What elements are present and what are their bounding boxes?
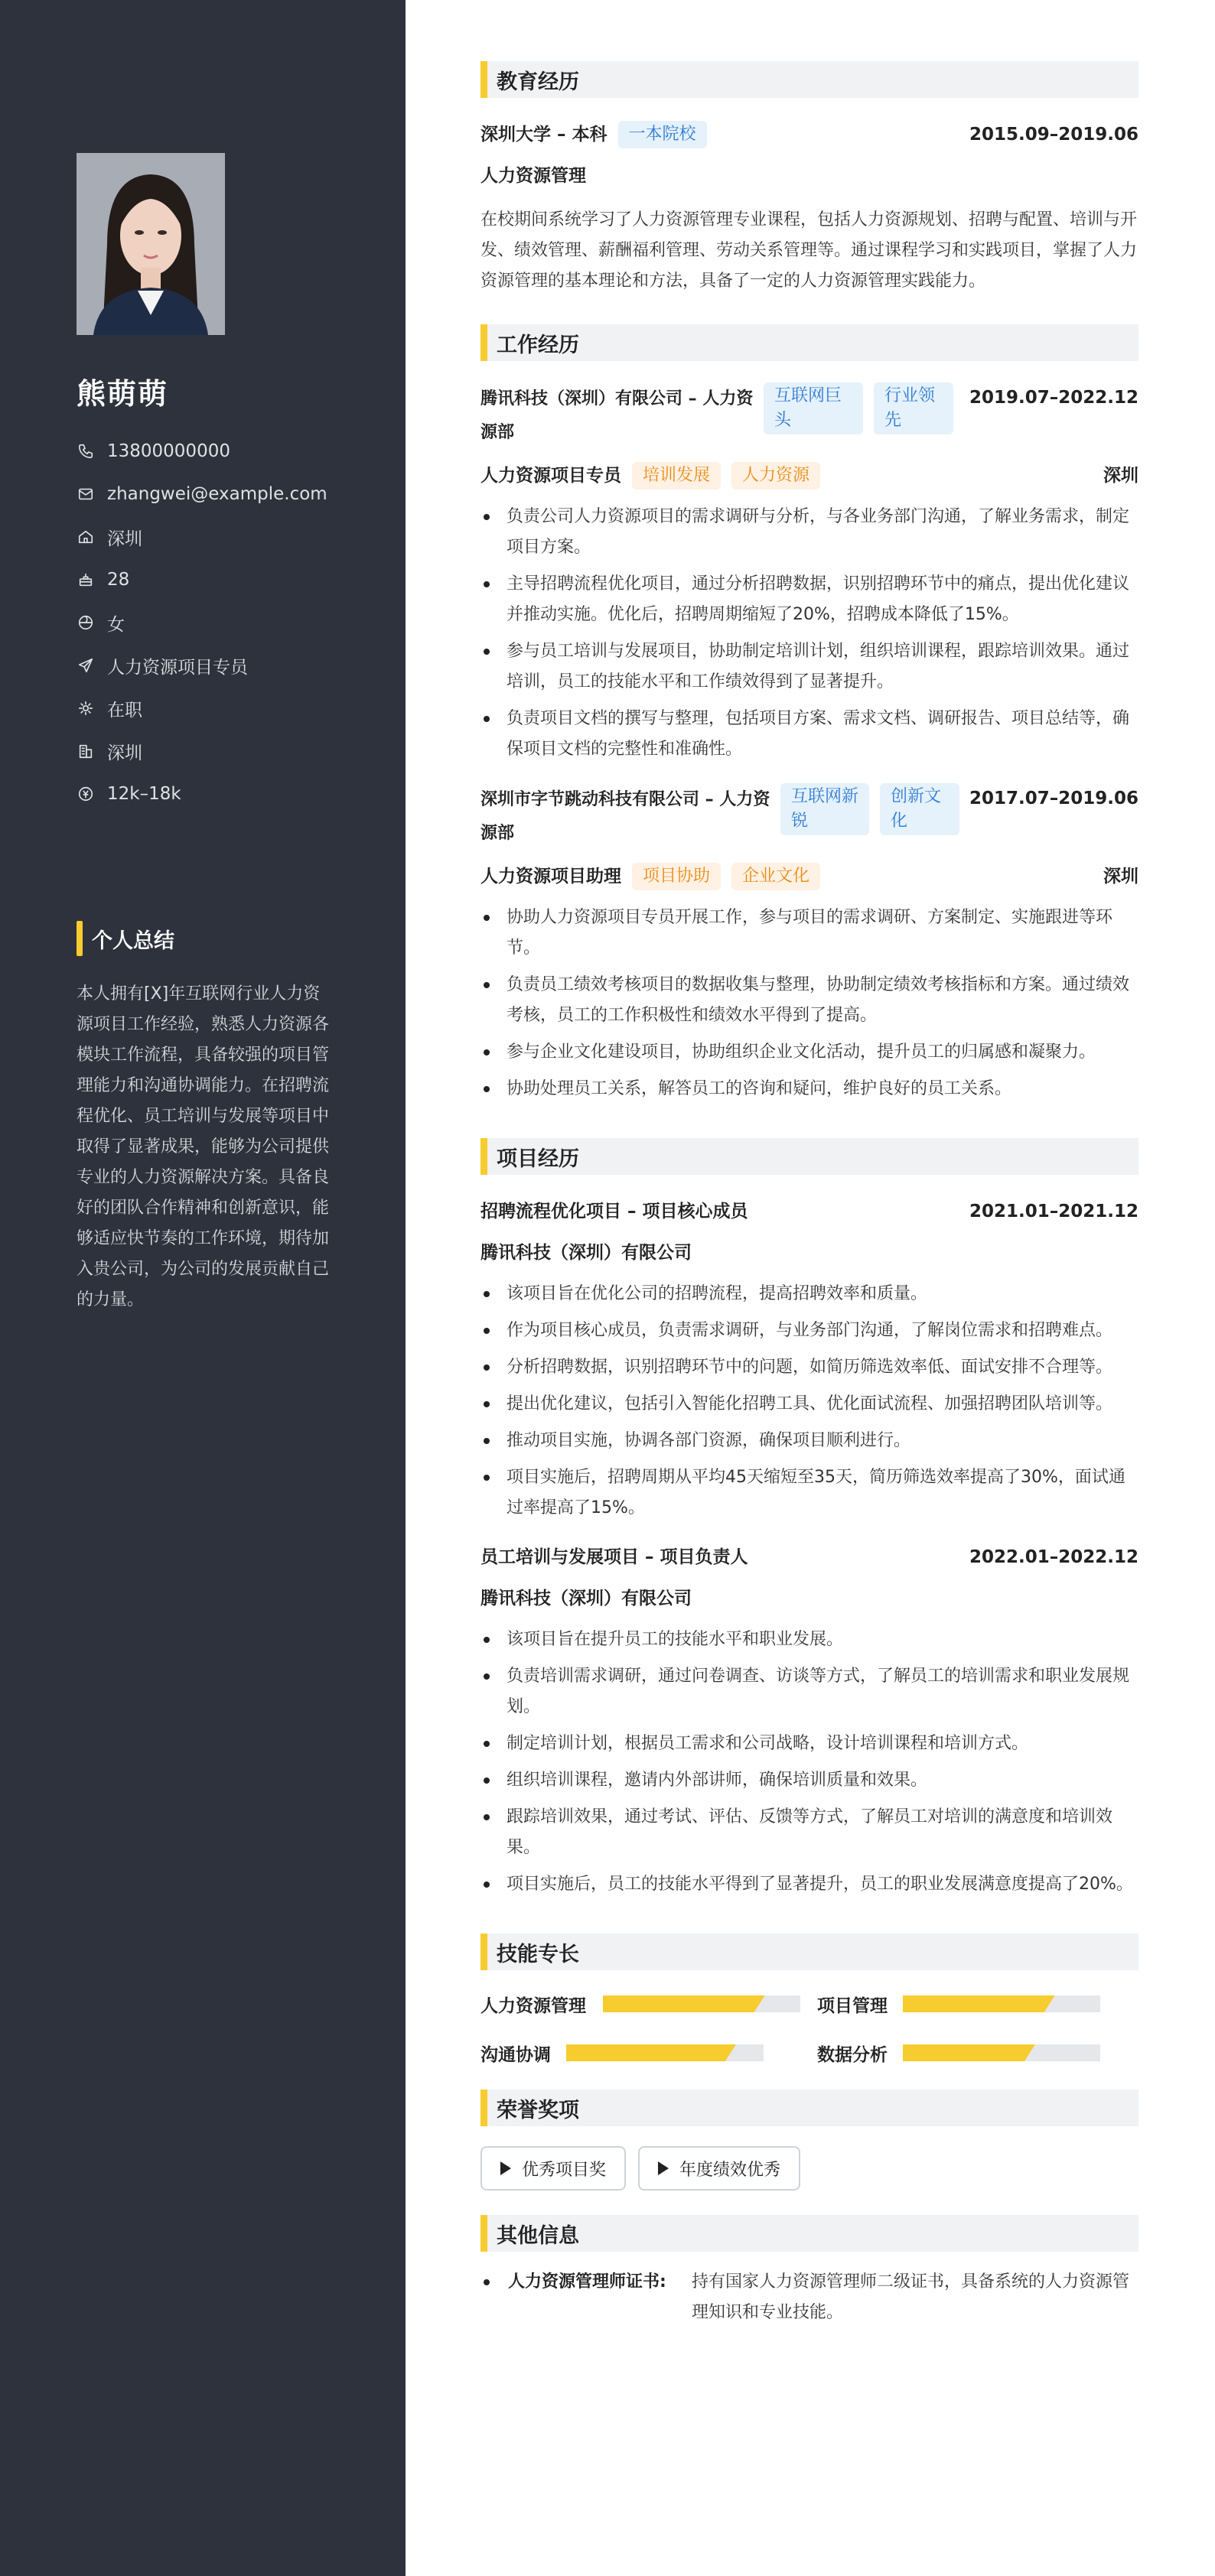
job-role: 人力资源项目专员 <box>480 466 621 486</box>
gender-icon <box>77 613 95 632</box>
job-date: 2019.07–2022.12 <box>969 388 1138 408</box>
list-item: 项目实施后，员工的技能水平得到了显著提升，员工的职业发展满意度提高了20%。 <box>480 1869 1138 1900</box>
other-heading <box>480 2215 1138 2252</box>
other-value: 持有国家人力资源管理师二级证书，具备系统的人力资源管理知识和专业技能。 <box>692 2272 1130 2322</box>
contact-target-city <box>77 730 383 772</box>
list-item: 负责员工绩效考核项目的数据收集与整理，协助制定绩效考核指标和方案。通过绩效考核，员工的工作积极性和绩效水平得到了提高。 <box>480 970 1138 1031</box>
salary-text: 12k–18k <box>107 784 181 804</box>
list-item: 推动项目实施，协调各部门资源，确保项目顺利进行。 <box>480 1426 1138 1456</box>
summary-title-text: 个人总结 <box>92 929 174 953</box>
school-name: 深圳大学 – 本科 <box>480 125 608 145</box>
play-icon <box>500 2161 511 2175</box>
contact-email <box>77 473 383 516</box>
contact-gender <box>77 601 383 644</box>
project-name: 员工培训与发展项目 – 项目负责人 <box>480 1547 748 1567</box>
job-header <box>480 783 1138 851</box>
skill-item <box>480 2028 817 2077</box>
job-bullets <box>480 502 1138 765</box>
profile-photo <box>77 153 225 335</box>
school-tag: 一本院校 <box>618 121 707 148</box>
target-city-text: 深圳 <box>107 743 142 763</box>
status-text: 在职 <box>107 700 142 720</box>
other-key: 人力资源管理师证书: <box>508 2272 666 2291</box>
awards-title: 荣誉奖项 <box>497 2098 579 2122</box>
work-heading <box>480 324 1138 361</box>
project-org: 腾讯科技（深圳）有限公司 <box>480 1589 692 1608</box>
list-item: 负责项目文档的撰写与整理，包括项目方案、需求文档、调研报告、项目总结等，确保项目文档的完整性和准确性。 <box>480 704 1138 765</box>
contact-position <box>77 644 383 687</box>
list-item: 参与企业文化建设项目，协助组织企业文化活动，提升员工的归属感和凝聚力。 <box>480 1037 1138 1068</box>
skills-grid <box>480 1979 1138 2077</box>
job-entry <box>480 783 1138 1104</box>
play-icon <box>658 2161 669 2175</box>
gender-text: 女 <box>107 614 125 635</box>
role-tag: 人力资源 <box>731 462 820 490</box>
education-title: 教育经历 <box>497 70 579 94</box>
project-date: 2022.01–2022.12 <box>969 1547 1138 1567</box>
contact-status <box>77 687 383 730</box>
skill-fill <box>603 1995 765 2012</box>
summary-heading <box>77 921 174 956</box>
list-item: 该项目旨在优化公司的招聘流程，提高招聘效率和质量。 <box>480 1279 1138 1309</box>
age-text: 28 <box>107 570 130 590</box>
contact-list <box>77 430 383 815</box>
skills-title: 技能专长 <box>497 1942 579 1966</box>
award-badge <box>480 2146 626 2191</box>
skills-heading <box>480 1934 1138 1970</box>
job-tag: 行业领先 <box>874 382 953 434</box>
work-title: 工作经历 <box>497 333 579 357</box>
list-item: 协助人力资源项目专员开展工作，参与项目的需求调研、方案制定、实施跟进等环节。 <box>480 903 1138 964</box>
accent-bar <box>480 324 487 361</box>
accent-bar <box>480 1138 487 1175</box>
portrait-image <box>77 153 225 335</box>
education-date: 2015.09–2019.06 <box>969 125 1138 145</box>
projects-heading <box>480 1138 1138 1175</box>
list-item: 负责培训需求调研，通过问卷调查、访谈等方式，了解员工的培训需求和职业发展规划。 <box>480 1661 1138 1722</box>
skill-fill <box>566 2044 736 2061</box>
skill-fill <box>903 1995 1055 2012</box>
skill-item <box>817 2028 1138 2077</box>
job-tag: 互联网新锐 <box>780 783 869 835</box>
accent-bar <box>480 2215 487 2252</box>
project-date: 2021.01–2021.12 <box>969 1202 1138 1221</box>
job-tag: 互联网巨头 <box>764 382 863 434</box>
project-header <box>480 1542 1138 1573</box>
list-item: 分析招聘数据，识别招聘环节中的问题，如简历筛选效率低、面试安排不合理等。 <box>480 1352 1138 1383</box>
other-item <box>480 2267 1138 2328</box>
job-header <box>480 382 1138 450</box>
accent-bar <box>77 921 83 956</box>
accent-bar <box>480 1934 487 1970</box>
send-icon <box>77 656 95 675</box>
skill-bar <box>603 1995 800 2012</box>
list-item: 该项目旨在提升员工的技能水平和职业发展。 <box>480 1625 1138 1655</box>
list-item: 组织培训课程，邀请内外部讲师，确保培训质量和效果。 <box>480 1765 1138 1796</box>
job-company: 腾讯科技（深圳）有限公司 – 人力资源部 <box>480 389 754 442</box>
project-entry <box>480 1542 1138 1900</box>
list-item: 协助处理员工关系，解答员工的咨询和疑问，维护良好的员工关系。 <box>480 1074 1138 1104</box>
role-tag: 项目协助 <box>632 863 721 890</box>
mail-icon <box>77 485 95 503</box>
other-title: 其他信息 <box>497 2223 579 2248</box>
project-bullets <box>480 1279 1138 1524</box>
list-item: 负责公司人力资源项目的需求调研与分析，与各业务部门沟通，了解业务需求，制定项目方案。 <box>480 502 1138 563</box>
awards-list <box>480 2146 1138 2191</box>
skill-label: 人力资源管理 <box>480 1995 586 2016</box>
list-item: 主导招聘流程优化项目，通过分析招聘数据，识别招聘环节中的痛点，提出优化建议并推动实施。优化后，招聘周期缩短了20%，招聘成本降低了15%。 <box>480 569 1138 630</box>
skill-bar <box>903 2044 1100 2061</box>
phone-text: 13800000000 <box>107 441 230 461</box>
job-bullets <box>480 903 1138 1104</box>
award-label: 年度绩效优秀 <box>679 2160 781 2180</box>
phone-icon <box>77 442 95 460</box>
skill-fill <box>903 2044 1035 2061</box>
contact-city <box>77 516 383 558</box>
job-role: 人力资源项目助理 <box>480 867 621 886</box>
contact-age <box>77 558 383 601</box>
projects-title: 项目经历 <box>497 1147 579 1171</box>
role-tag: 企业文化 <box>731 863 820 890</box>
education-heading <box>480 61 1138 98</box>
skill-bar <box>903 1995 1100 2012</box>
candidate-name: 熊萌萌 <box>77 377 169 411</box>
list-item: 作为项目核心成员，负责需求调研，与业务部门沟通，了解岗位需求和招聘难点。 <box>480 1316 1138 1346</box>
contact-salary <box>77 772 383 815</box>
list-item: 制定培训计划，根据员工需求和公司战略，设计培训课程和培训方式。 <box>480 1729 1138 1759</box>
bullet-dot <box>484 2279 490 2285</box>
project-org: 腾讯科技（深圳）有限公司 <box>480 1243 692 1263</box>
education-row <box>480 119 1138 150</box>
project-header <box>480 1196 1138 1227</box>
building-icon <box>77 742 95 760</box>
job-entry <box>480 382 1138 765</box>
email-text: zhangwei@example.com <box>107 484 327 504</box>
skill-bar <box>566 2044 764 2061</box>
education-desc: 在校期间系统学习了人力资源管理专业课程，包括人力资源规划、招聘与配置、培训与开发、绩效管理、薪酬福利管理、劳动关系管理等。通过课程学习和实践项目，掌握了人力资源管理的基本理论和方法，具备了一定的人力资源管理实践能力。 <box>480 210 1138 291</box>
city-text: 深圳 <box>107 529 142 549</box>
list-item: 提出优化建议，包括引入智能化招聘工具、优化面试流程、加强招聘团队培训等。 <box>480 1389 1138 1420</box>
sidebar <box>0 0 406 2576</box>
skill-item <box>480 1979 817 2028</box>
list-item: 参与员工培训与发展项目，协助制定培训计划，组织培训课程，跟踪培训效果。通过培训，员工的技能水平和工作绩效得到了显著提升。 <box>480 636 1138 698</box>
job-city: 深圳 <box>1103 466 1138 486</box>
main-content <box>480 61 1138 2328</box>
job-tag: 创新文化 <box>880 783 959 835</box>
summary-text: 本人拥有[X]年互联网行业人力资源项目工作经验，熟悉人力资源各模块工作流程，具备较强的项目管理能力和沟通协调能力。在招聘流程优化、员工培训与发展等项目中取得了显著成果，能够为公司提供专业的人力资源解决方案。具备良好的团队合作精神和创新意识，能够适应快节奏的工作环境，期待加入贵公司，为公司的发展贡献自己的力量。 <box>77 984 330 1309</box>
project-name: 招聘流程优化项目 – 项目核心成员 <box>480 1202 748 1221</box>
home-icon <box>77 528 95 546</box>
role-tag: 培训发展 <box>632 462 721 490</box>
accent-bar <box>480 2090 487 2126</box>
cake-icon <box>77 571 95 589</box>
award-badge <box>638 2146 800 2191</box>
award-label: 优秀项目奖 <box>522 2160 607 2180</box>
list-item: 项目实施后，招聘周期从平均45天缩短至35天，简历筛选效率提高了30%，面试通过率提高了15%。 <box>480 1462 1138 1524</box>
skill-label: 沟通协调 <box>480 2044 551 2065</box>
position-text: 人力资源项目专员 <box>107 657 248 678</box>
skill-item <box>817 1979 1138 2028</box>
job-city: 深圳 <box>1103 867 1138 886</box>
money-icon <box>77 785 95 803</box>
list-item: 跟踪培训效果，通过考试、评估、反馈等方式，了解员工对培训的满意度和培训效果。 <box>480 1802 1138 1863</box>
job-date: 2017.07–2019.06 <box>969 789 1138 808</box>
skill-label: 项目管理 <box>817 1995 888 2016</box>
contact-phone <box>77 430 383 473</box>
project-entry <box>480 1196 1138 1524</box>
education-major: 人力资源管理 <box>480 166 586 186</box>
job-company: 深圳市字节跳动科技有限公司 – 人力资源部 <box>480 790 770 843</box>
job-role-row <box>480 460 1138 491</box>
awards-heading <box>480 2090 1138 2126</box>
skill-label: 数据分析 <box>817 2044 888 2065</box>
gear-icon <box>77 699 95 717</box>
accent-bar <box>480 61 487 98</box>
job-role-row <box>480 861 1138 892</box>
project-bullets <box>480 1625 1138 1900</box>
